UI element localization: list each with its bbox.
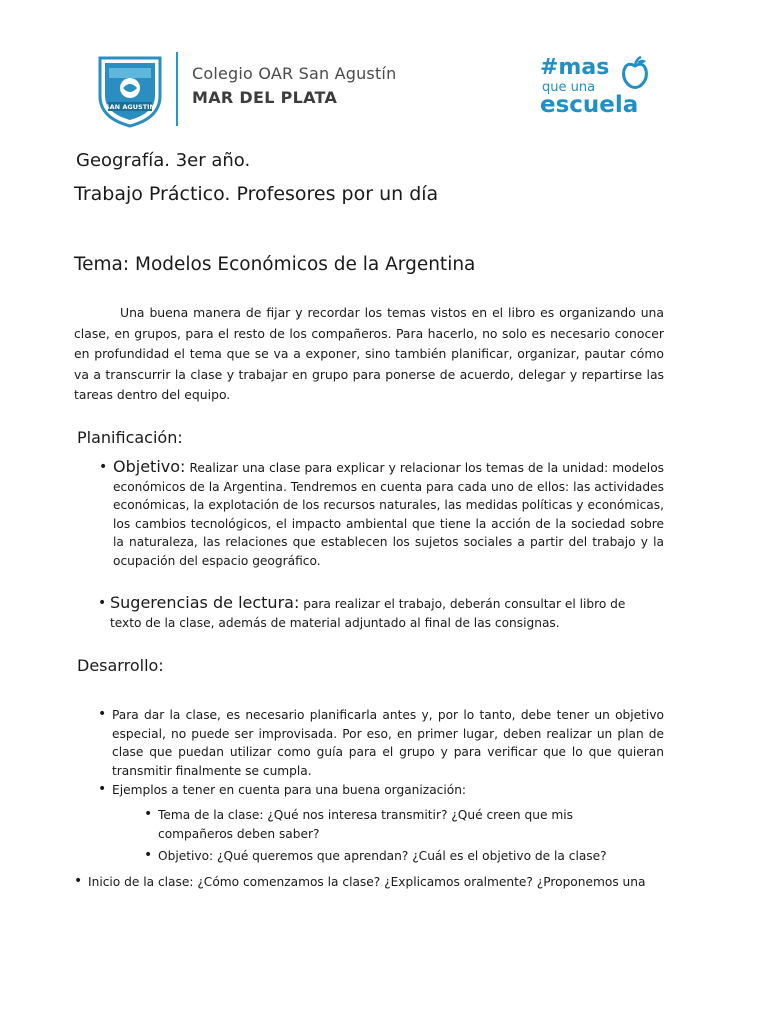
desarrollo-item-ejemplos (98, 781, 664, 800)
brand-word: escuela (540, 92, 639, 118)
desarrollo-item-text: Para dar la clase, es necesario planificarla antes y, por lo tanto, debe tener un objetivo especial, no puede ser improvisada. Por eso, en primer lugar, deben realizar un plan de clase que puedan utilizar como guía para el grupo y para verificar que lo que quieran transmitir finalmente se cumpla. (112, 708, 664, 778)
apple-icon (620, 56, 650, 92)
bullet-icon: • (98, 781, 107, 797)
lectura-text: para realizar el trabajo, deberán consultar el libro de texto de la clase, además de material adjuntado al final de las consignas. (110, 597, 626, 630)
desarrollo-heading: Desarrollo: (77, 656, 164, 675)
desarrollo-item-text: Inicio de la clase: ¿Cómo comenzamos la clase? ¿Explicamos oralmente? ¿Proponemos una (88, 875, 646, 889)
brand-hashtag: #mas (540, 55, 610, 80)
document-title: Trabajo Práctico. Profesores por un día (74, 183, 439, 205)
bullet-icon: • (98, 706, 107, 722)
desarrollo-subitem-tema (144, 806, 598, 843)
intro-paragraph (74, 303, 664, 406)
svg-text:SAN AGUSTIN: SAN AGUSTIN (104, 103, 156, 111)
brand-middle: que una (542, 80, 596, 95)
bullet-icon: • (144, 847, 153, 863)
school-shield-logo (92, 52, 168, 128)
desarrollo-subitem-text: Objetivo: ¿Qué queremos que aprendan? ¿Cuál es el objetivo de la clase? (158, 849, 607, 863)
desarrollo-item-plan (98, 706, 664, 780)
objetivo-text: Realizar una clase para explicar y relacionar los temas de la unidad: modelos económicos de la Argentina. Tendremos en cuenta para cada uno de ellos: las actividades económicas, la explotación de los recursos naturales, las medidas políticas y económicas, los cambios tecnológicos, el impacto ambiental que tiene la acción de la sociedad sobre la naturaleza, las relaciones que establecen los sujetos sociales a partir del trabajo y la ocupación del espacio geográfico. (113, 461, 665, 568)
bullet-icon: • (99, 459, 108, 475)
objetivo-bullet (99, 457, 665, 570)
desarrollo-item-inicio (74, 873, 688, 892)
bullet-icon: • (74, 873, 83, 889)
intro-text: Una buena manera de fijar y recordar los temas vistos en el libro es organizando una clase, en grupos, para el resto de los compañeros. Para hacerlo, no solo es necesario conocer en profundidad el tema que se va a exponer, sino también planificar, organizar, pautar cómo va a transcurrir la clase y trabajar en grupo para ponerse de acuerdo, delegar y repartirse las tareas dentro del equipo. (74, 305, 664, 402)
desarrollo-item-text: Ejemplos a tener en cuenta para una buena organización: (112, 783, 467, 797)
bullet-icon: • (98, 595, 107, 611)
school-name: Colegio OAR San Agustín (192, 64, 397, 83)
topic-heading: Tema: Modelos Económicos de la Argentina (74, 254, 476, 275)
desarrollo-subitem-text: Tema de la clase: ¿Qué nos interesa transmitir? ¿Qué creen que mis compañeros deben saber? (158, 808, 573, 841)
school-city: MAR DEL PLATA (192, 88, 338, 107)
header-divider (176, 52, 178, 126)
desarrollo-subitem-objetivo (144, 847, 658, 866)
planificacion-heading: Planificación: (77, 428, 183, 447)
lectura-label: Sugerencias de lectura: (110, 593, 300, 612)
brand-logo (538, 56, 678, 124)
objetivo-label: Objetivo: (113, 457, 186, 476)
document-header (0, 0, 768, 140)
subject-heading: Geografía. 3er año. (76, 150, 251, 171)
bullet-icon: • (144, 806, 153, 822)
lectura-bullet (98, 593, 650, 632)
